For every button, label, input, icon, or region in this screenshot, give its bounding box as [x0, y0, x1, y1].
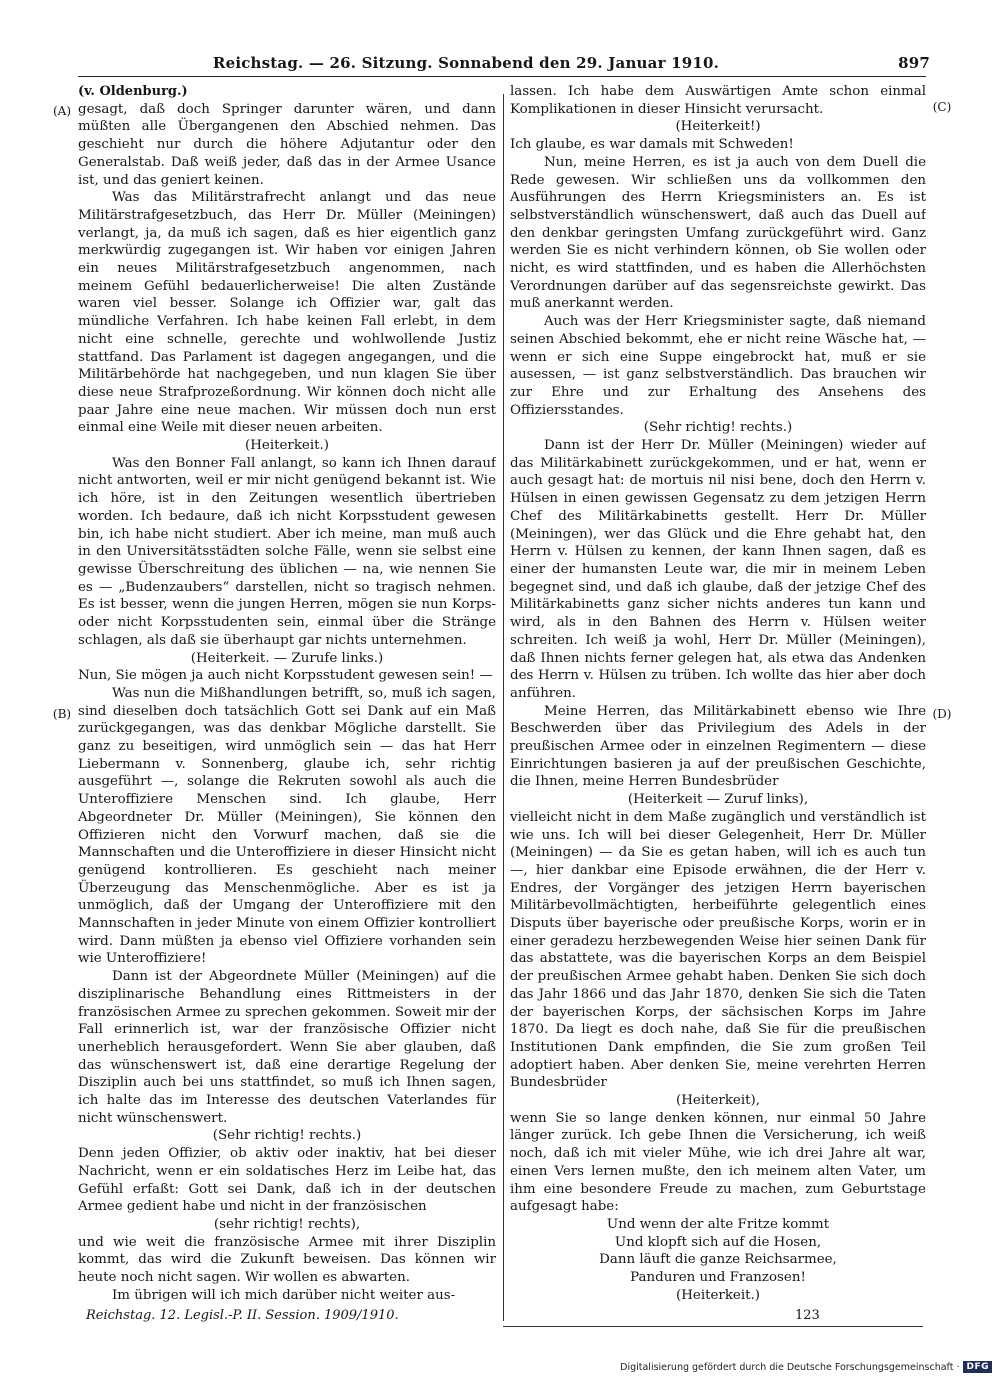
page-number: 897 [898, 54, 930, 72]
paragraph: gesagt, daß doch Springer darunter wären, und dann müßten alle Übergangenen den Abschied nehmen. Das geschieht nur durch die höhere Adjutantur oder den Generalstab. Daß weiß jeder, daß das in der Armee Usance ist, und das geniert keinen. [78, 101, 496, 188]
speaker-name: (v. Oldenburg.) [78, 84, 188, 99]
paragraph: vielleicht nicht in dem Maße zugänglich und verständlich ist wie uns. Ich will bei dieser Gelegenheit, Herr Dr. Müller (Meiningen) — da Sie es getan haben, will ich es auch tun —, hier dankbar eine Episode erwähnen, die der Herr v. Endres, der Vorgänger des jetzigen Herrn bayerischen Militärbevollmächtigten, herbeiführte gelegentlich eines Disputs über bayerische oder preußische Korps, worin er in einer geradezu herzbewegenden Weise hier seinen Dank für das abstattete, was die bayerischen Korps an dem Beispiel der preußischen Armee gehabt haben. Denken Sie sich doch das Jahr 1866 und das Jahr 1870, denken Sie sich die Taten der bayerischen Korps, der sächsischen Korps im Jahre 1870. Da liegt es doch nahe, daß Sie für die preußischen Institutionen Dank empfinden, die Sie zum großen Teil adoptiert haben. Aber denken Sie, meine verehrten Herren Bundesbrüder [510, 809, 926, 1091]
right-column [510, 83, 926, 1305]
margin-marker-a: (A) [52, 104, 72, 118]
margin-marker-b: (B) [52, 707, 72, 721]
header-rule [78, 76, 926, 77]
paragraph: Was nun die Mißhandlungen betrifft, so, muß ich sagen, sind dieselben doch tatsächlich Gott sei Dank auf ein Maß zurückgegangen, was das denkbar Mögliche darstellt. Sie ganz zu beseitigen, wird unmöglich sein — das hat Herr Liebermann v. Sonnenberg, glaube ich, sehr richtig ausgeführt —, solange die Rekruten sowohl als auch die Unteroffiziere Menschen sind. Ich glaube, Herr Abgeordneter Dr. Müller (Meiningen), Sie können den Offizieren nicht den Vorwurf machen, daß sie die Mannschaften und die Unteroffiziere in dieser Hinsicht nicht genügend kontrollieren. Es geschieht nach meiner Überzeugung das Menschenmögliche. Aber es ist ja unmöglich, daß der Umgang der Unteroffiziere mit den Mannschaften in jeder Minute von einem Offizier kontrolliert wird. Dann müßten ja ebenso viel Offiziere vorhanden sein wie Unteroffiziere! [78, 685, 496, 967]
interjection: (sehr richtig! rechts), [213, 1217, 361, 1232]
verse-line: Und klopft sich auf die Hosen, [614, 1234, 822, 1250]
interjection: (Sehr richtig! rechts.) [643, 420, 793, 436]
footer-rule [503, 1326, 923, 1327]
session-footer: Reichstag. 12. Legisl.-P. II. Session. 1909/1910. [86, 1308, 399, 1323]
interjection: (Heiterkeit!) [675, 119, 761, 135]
sheet-number: 123 [795, 1308, 820, 1323]
paragraph: Im übrigen will ich mich darüber nicht weiter aus- [112, 1287, 456, 1303]
margin-marker-c: (C) [932, 100, 952, 114]
paragraph: Auch was der Herr Kriegsminister sagte, daß niemand seinen Abschied bekommt, ehe er nicht reine Wäsche hat, — wenn er sich eine Suppe eingebrockt hat, muß er sie ausessen, — ist ganz selbstverständlich. Das brauchen wir zur Ehre und zur Erhaltung des Ansehens des Offiziersstandes. [510, 314, 926, 418]
paragraph: Nun, meine Herren, es ist ja auch von dem Duell die Rede gewesen. Wir schließen uns da vollkommen den Ausführungen des Herrn Kriegsministers an. Es ist selbstverständlich wünschenswert, daß auch das Duell auf den denkbar geringsten Umfang zurückgeführt wird. Ganz werden Sie es nicht verhindern können, ob Sie wollen oder nicht, es wird stattfinden, und es haben die Allerhöchsten Verordnungen darüber auf das segensreichste gewirkt. Das muß anerkannt werden. [510, 154, 926, 312]
interjection: (Sehr richtig! rechts.) [212, 1128, 362, 1144]
digitization-text: Digitalisierung gefördert durch die Deutsche Forschungsgemeinschaft · [620, 1361, 960, 1373]
paragraph: Meine Herren, das Militärkabinett ebenso wie Ihre Beschwerden über das Privilegium des Adels in der preußischen Armee oder in einzelnen Regimentern — diese Einrichtungen basieren ja auf der preußischen Geschichte, die Ihnen, meine Herren Bundesbrüder [510, 703, 926, 790]
interjection: (Heiterkeit.) [676, 1287, 760, 1303]
paragraph: Dann ist der Abgeordnete Müller (Meiningen) auf die disziplinarische Behandlung eines Rittmeisters in der französischen Armee zu sprechen gekommen. Soweit mir der Fall erinnerlich ist, war der französische Offizier nicht unerheblich herausgefordert. Wenn Sie aber glauben, daß das wünschenswert ist, daß eine derartige Regelung der Disziplin auch bei uns stattfindet, so muß ich Ihnen sagen, ich halte das im Interesse des deutschen Vaterlandes für nicht wünschenswert. [78, 969, 496, 1126]
verse-line: Dann läuft die ganze Reichsarmee, [599, 1252, 837, 1268]
paragraph: lassen. Ich habe dem Auswärtigen Amte schon einmal Komplikationen in dieser Hinsicht verursacht. [510, 84, 926, 117]
page-header [62, 50, 930, 76]
paragraph: Nun, Sie mögen ja auch nicht Korpsstudent gewesen sein! — [78, 668, 493, 684]
left-column [78, 83, 496, 1305]
column-divider [503, 94, 504, 1321]
paragraph: Dann ist der Herr Dr. Müller (Meiningen) wieder auf das Militärkabinett zurückgekommen, und er hat, wenn er auch gesagt hat: de mortuis nil nisi bene, doch den Herrn v. Hülsen in einen gewissen Gegensatz zu dem jetzigen Herrn Chef des Militärkabinetts gestellt. Herr Dr. Müller (Meiningen), wer das Glück und die Ehre gehabt hat, den Herrn v. Hülsen zu kennen, der kann Ihnen sagen, daß es einer der humansten Leute war, die mir in meinem Leben begegnet sind, und daß ich glaube, daß der jetzige Chef des Militärkabinetts ganz sicher nichts anderes tun kann und wird, als in den Bahnen des Herrn v. Hülsen weiter schreiten. Ich weiß ja wohl, Herr Dr. Müller (Meiningen), daß Ihnen nichts ferner gelegen hat, als etwa das Andenken des Herrn v. Hülsen zu trüben. Ich wollte das hier aber doch anführen. [510, 438, 926, 701]
paragraph: Was das Militärstrafrecht anlangt und das neue Militärstrafgesetzbuch, das Herr Dr. Müller (Meiningen) verlangt, ja, da muß ich sagen, daß es hier eigentlich ganz merkwürdig zugegangen ist. Wir haben vor einigen Jahren ein neues Militärstrafgesetzbuch angenommen, nach meinem Gefühl bedauerlicherweise! Die alten Zustände waren viel besser. Solange ich Offizier war, galt das mündliche Verfahren. Ich habe keinen Fall erlebt, in dem nicht eine schnelle, gerechte und wohlwollende Justiz stattfand. Das Parlament ist dagegen angegangen, und die Militärbehörde hat nachgegeben, und nun klagen Sie über diese neue Strafprozeßordnung. Wir können doch nicht alle paar Jahre eine neue machen. Wir müssen doch nun erst einmal eine Weile mit dieser neuen arbeiten. [78, 190, 496, 436]
interjection: (Heiterkeit), [676, 1093, 760, 1109]
paragraph: und wie weit die französische Armee mit ihrer Disziplin kommt, das wird die Zukunft beweisen. Das können wir heute noch nicht sagen. Wir wollen es abwarten. [78, 1234, 496, 1286]
verse-line: Panduren und Franzosen! [630, 1270, 806, 1286]
dfg-logo-icon: DFG [963, 1361, 992, 1373]
verse-line: Und wenn der alte Fritze kommt [606, 1217, 830, 1232]
paragraph: Was den Bonner Fall anlangt, so kann ich Ihnen darauf nicht antworten, weil er mir nicht genügend bekannt ist. Wie ich höre, ist in den Zeitungen wesentlich übertrieben worden. Ich bedaure, daß ich nicht Korpsstudent gewesen bin, ich habe nicht studiert. Aber ich meine, man muß auch in den Universitätsstädten solche Fälle, wenn sie selbst eine gewisse Überschreitung des üblichen — na, wie nennen Sie es — „Budenzaubers“ darstellen, nicht so tragisch nehmen. Es ist besser, wenn die jungen Herren, mögen sie nun Korps- oder nicht Korpsstudenten sein, einmal über die Stränge schlagen, als daß sie überhaupt gar nichts unternehmen. [78, 455, 496, 648]
paragraph: wenn Sie so lange denken können, nur einmal 50 Jahre länger zurück. Ich gebe Ihnen die Versicherung, ich weiß noch, daß ich mit vieler Mühe, wie ich drei Jahre alt war, einen Vers lernen mußte, den ich meinem alten Vater, um ihm eine besondere Freude zu machen, zum Geburtstage aufgesagt habe: [510, 1110, 926, 1215]
interjection: (Heiterkeit. — Zurufe links.) [190, 650, 384, 666]
margin-marker-d: (D) [932, 707, 952, 721]
interjection: (Heiterkeit — Zuruf links), [627, 792, 809, 808]
interjection: (Heiterkeit.) [245, 438, 329, 454]
running-title: Reichstag. — 26. Sitzung. Sonnabend den 29. Januar 1910. [212, 54, 720, 72]
paragraph: Ich glaube, es war damals mit Schweden! [510, 137, 794, 153]
digitization-credit [620, 1361, 992, 1373]
paragraph: Denn jeden Offizier, ob aktiv oder inaktiv, hat bei dieser Nachricht, wenn er ein soldatisches Herz im Leibe hat, das Gefühl erfaßt: Gott sei Dank, daß ich in der deutschen Armee gedient habe und nicht in der französischen [78, 1146, 496, 1215]
